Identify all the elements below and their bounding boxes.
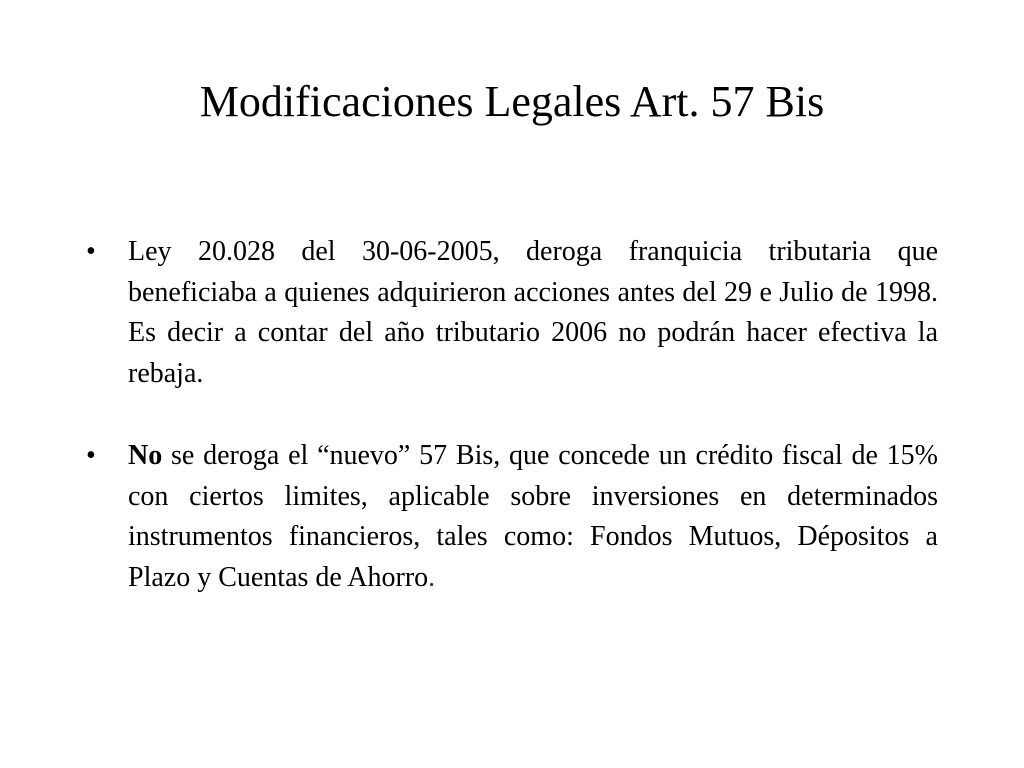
bullet-item bbox=[86, 232, 938, 394]
bullet-marker: • bbox=[86, 236, 96, 267]
bullet-item bbox=[86, 436, 938, 598]
emphasis-text: No bbox=[128, 440, 163, 471]
bullet-marker: • bbox=[86, 440, 96, 471]
accent-period: . bbox=[428, 561, 436, 593]
bullet-text: Ley 20.028 del 30-06-2005, deroga franquicia tributaria que beneficiaba a quienes adquirieron acciones antes del 29 e Julio de 1998. Es decir a contar del año tributario 2006 no podrán hacer efectiva la rebaja. bbox=[128, 236, 938, 389]
bullet-list bbox=[86, 232, 938, 598]
slide-title: Modificaciones Legales Art. 57 Bis bbox=[199, 77, 825, 126]
bullet-text: se deroga el “nuevo” 57 Bis, que concede un crédito fiscal de 15% con ciertos limites, aplicable sobre inversiones en determinados instrumentos financieros, tales como: Fondos Mutuos, Dépositos a Plazo y Cuentas de Ahorro bbox=[128, 440, 938, 593]
